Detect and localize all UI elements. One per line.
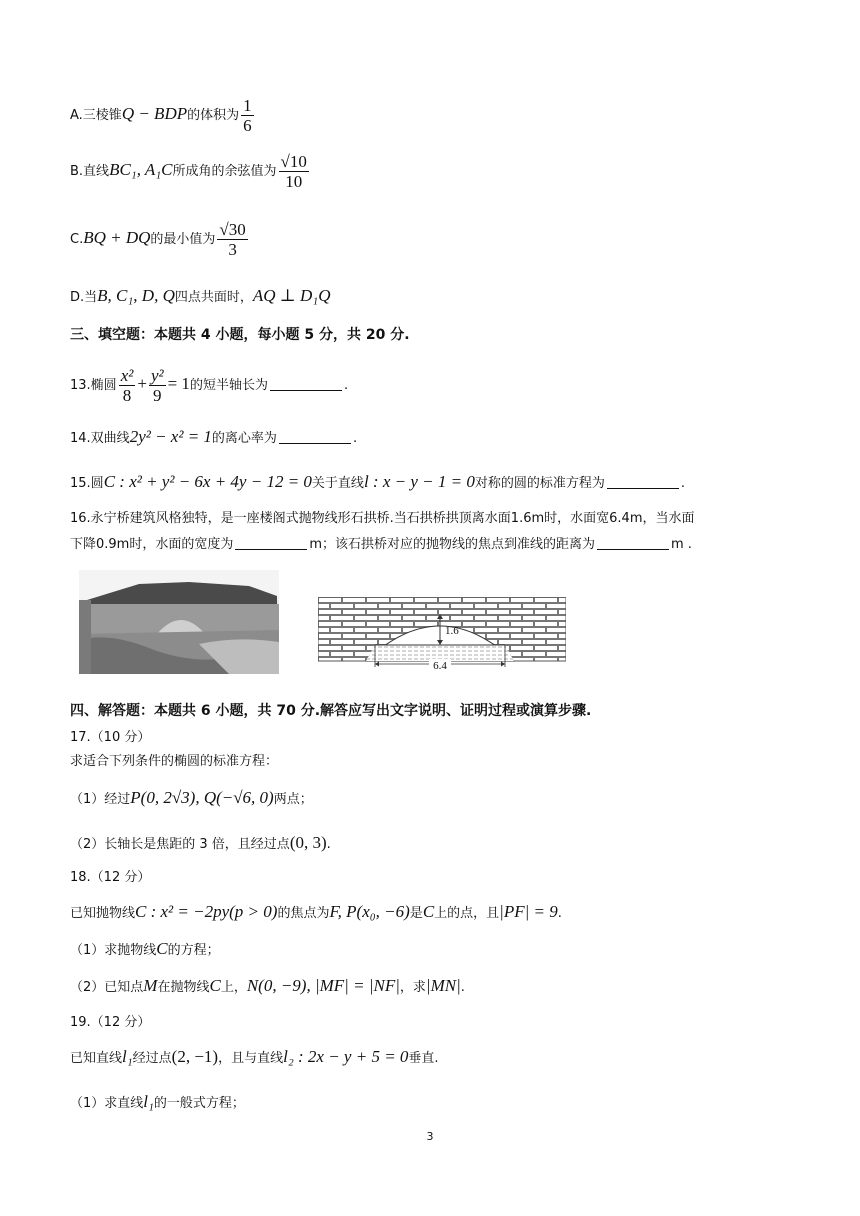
q19-p1-text: 的一般式方程； [153, 1096, 245, 1111]
section3-heading: 三、填空题：本题共 4 小题，每小题 5 分，共 20 分. [70, 327, 410, 343]
question-14 [70, 427, 357, 449]
option-a-text: 的体积为 [187, 108, 240, 123]
q18-p2-expr4: |MN| [425, 976, 461, 995]
bridge-diagram [318, 597, 566, 677]
q17-p1-expr: P(0, 2√3), Q(−√6, 0) [130, 788, 274, 807]
q19-stem-expr3: l₂ : 2x − y + 5 = 0 [283, 1047, 409, 1066]
frac-numerator: √10 [280, 152, 307, 171]
q14-prefix: 14.双曲线 [70, 431, 130, 446]
option-d-text: 四点共面时， [174, 290, 253, 305]
q18-stem-expr4: |PF| = 9 [499, 902, 558, 921]
q18-stem-d: 上的点，且 [434, 906, 500, 921]
q17-p2-expr: (0, 3) [289, 833, 327, 852]
q18-stem-end: . [557, 906, 562, 921]
q16-line2 [70, 532, 790, 558]
q17-stem: 求适合下列条件的椭圆的标准方程： [70, 754, 279, 769]
q18-p2-prefix: （2）已知点 [70, 980, 144, 995]
frac-numerator: y² [150, 366, 164, 385]
q16-line2c: m . [671, 537, 692, 552]
q13-text: 的短半轴长为 [189, 378, 268, 393]
q16-line1: 16.永宁桥建筑风格独特，是一座楼阁式抛物线形石拱桥.当石拱桥拱顶离水面1.6m时，水面宽6.4m，当水面 [70, 511, 695, 526]
q18-p2-mid2: 上， [220, 980, 247, 995]
q18-p2-expr1: M [143, 976, 158, 995]
q18-part2 [70, 976, 465, 998]
frac-denominator: 9 [153, 386, 162, 405]
option-c-expr: BQ + DQ [83, 228, 151, 247]
q15-expr: C : x² + y² − 6x + 4y − 12 = 0 [103, 472, 312, 491]
q14-expr: 2y² − x² = 1 [129, 427, 212, 446]
question-13 [70, 366, 348, 405]
q17-p1-text: 两点； [273, 792, 313, 807]
q18-part1 [70, 939, 220, 961]
q15-mid: 关于直线 [311, 476, 364, 491]
q18-p2-expr2: C [209, 976, 221, 995]
option-b-text: 所成角的余弦值为 [172, 164, 277, 179]
q18-stem-expr2: F, P(x₀, −6) [329, 902, 410, 921]
q18-stem-c: 是 [409, 906, 423, 921]
q15-expr2: l : x − y − 1 = 0 [363, 472, 475, 491]
q18-p2-mid3: ，求 [399, 980, 426, 995]
q16-line2b: m；该石拱桥对应的抛物线的焦点到准线的距离为 [309, 537, 596, 552]
question-15 [70, 472, 685, 494]
q13-fraction-y [149, 366, 166, 405]
q18-stem-a: 已知抛物线 [70, 906, 136, 921]
question-16 [70, 506, 790, 558]
q18-p1-expr: C [156, 939, 168, 958]
option-a [70, 96, 256, 135]
q17-part2 [70, 833, 331, 855]
q19-stem-expr1: l₁ [122, 1047, 133, 1066]
answer-blank [279, 429, 351, 444]
q16-line2a: 下降0.9m时，水面的宽度为 [70, 537, 234, 552]
option-b-fraction [279, 152, 309, 191]
q13-prefix: 13.椭圆 [70, 378, 117, 393]
frac-denominator: 10 [285, 172, 303, 191]
option-b-expr: BC₁, A₁C [109, 160, 173, 179]
option-a-expr: Q − BDP [121, 104, 188, 123]
page-number: 3 [426, 1130, 434, 1143]
q18-stem-b: 的焦点为 [277, 906, 330, 921]
q18-p1-prefix: （1）求抛物线 [70, 943, 157, 958]
option-d-expr: B, C₁, D, Q [97, 286, 175, 305]
q17-part1 [70, 788, 313, 810]
answer-blank [607, 474, 679, 489]
q19-part1 [70, 1092, 245, 1114]
q14-text: 的离心率为 [211, 431, 277, 446]
height-label: 1.6 [445, 625, 459, 637]
q18-p2-expr3: N(0, −9), |MF| = |NF| [246, 976, 400, 995]
q18-p2-mid: 在抛物线 [157, 980, 210, 995]
option-a-fraction [241, 96, 254, 135]
q18-p2-end: . [460, 980, 465, 995]
q19-title: 19.（12 分） [70, 1015, 151, 1030]
frac-numerator: √30 [219, 220, 246, 239]
q14-end: . [352, 431, 358, 446]
option-c-fraction [217, 220, 247, 259]
q13-eq: = 1 [167, 374, 190, 393]
q15-prefix: 15.圆 [70, 476, 104, 491]
frac-denominator: 6 [243, 116, 252, 135]
option-d-prefix: D.当 [70, 290, 98, 305]
frac-numerator: x² [120, 366, 134, 385]
q19-p1-prefix: （1）求直线 [70, 1096, 144, 1111]
q18-stem-expr1: C : x² = −2py(p > 0) [135, 902, 278, 921]
option-b-prefix: B.直线 [70, 164, 110, 179]
frac-denominator: 3 [228, 240, 237, 259]
q18-title: 18.（12 分） [70, 870, 151, 885]
q18-p1-text: 的方程； [167, 943, 220, 958]
bridge-photo [79, 570, 279, 674]
option-d [70, 286, 330, 308]
answer-blank [235, 535, 307, 550]
q18-stem-expr3: C [422, 902, 435, 921]
frac-numerator: 1 [243, 96, 252, 115]
option-c-text: 的最小值为 [150, 232, 216, 247]
answer-blank [597, 535, 669, 550]
width-label: 6.4 [433, 660, 447, 672]
section4-heading: 四、解答题：本题共 6 小题，共 70 分.解答应写出文字说明、证明过程或演算步骤. [70, 703, 592, 719]
q19-stem-expr2: (2, −1) [171, 1047, 219, 1066]
option-c [70, 220, 250, 259]
q15-text: 对称的圆的标准方程为 [474, 476, 605, 491]
q13-fraction-x [119, 366, 136, 405]
option-a-prefix: A.三棱锥 [70, 108, 122, 123]
q17-p2-end: . [326, 837, 331, 852]
q18-stem [70, 902, 562, 924]
option-d-expr2: AQ ⊥ D₁Q [252, 286, 331, 305]
q19-p1-expr: l₁ [143, 1092, 154, 1111]
q19-stem-d: 垂直. [408, 1051, 439, 1066]
answer-blank [270, 376, 342, 391]
option-b [70, 152, 311, 191]
q19-stem-a: 已知直线 [70, 1051, 123, 1066]
q19-stem-b: 经过点 [132, 1051, 172, 1066]
q17-p1-prefix: （1）经过 [70, 792, 131, 807]
q13-plus: + [137, 374, 147, 393]
q15-end: . [680, 476, 685, 491]
q17-p2-prefix: （2）长轴长是焦距的 3 倍，且经过点 [70, 837, 290, 852]
frac-denominator: 8 [122, 386, 132, 405]
q17-title: 17.（10 分） [70, 730, 151, 745]
q19-stem-c: ，且与直线 [218, 1051, 284, 1066]
q19-stem [70, 1047, 439, 1069]
q13-end: . [343, 378, 349, 393]
option-c-prefix: C. [70, 232, 84, 247]
